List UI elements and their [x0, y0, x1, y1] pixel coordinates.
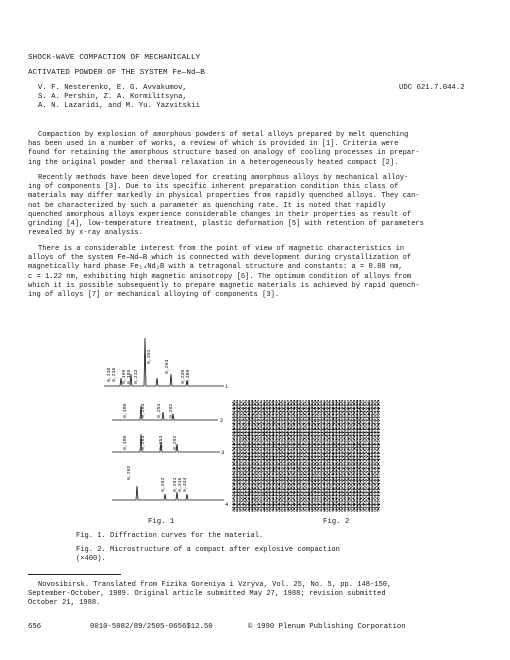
text-line: September-October, 1989. Original article submitted May 27, 1988; revision submitted — [28, 590, 386, 599]
peak-label: 0,253 — [161, 477, 166, 492]
text-line: ing of components [3]. Due to its specific inherent preparation condition this class of — [28, 183, 399, 192]
peak-label: 0,291 — [173, 477, 178, 492]
peak-label: 0,380 — [186, 369, 191, 384]
peak-label: 0,203 — [141, 403, 146, 418]
page-number: 656 — [28, 623, 42, 631]
peak-label: 0,190 — [122, 369, 127, 384]
paragraph-2 — [28, 174, 483, 238]
text-line: Recently methods have been developed for creating amorphous alloys by mechanical alloy- — [38, 174, 409, 182]
fig1-label: Fig. 1 — [148, 518, 175, 526]
article-title-line1: SHOCK-WAVE COMPACTION OF MECHANICALLY — [28, 54, 201, 62]
text-line: materials may differ markedly in physical properties from rapidly quenched alloys. They can- — [28, 192, 420, 201]
peak-label: 0,253 — [159, 435, 164, 450]
text-line: has been used in a number of works, a review of which is provided in [1]. Criteria were — [28, 140, 399, 149]
peak-label: 0,218 — [107, 367, 112, 382]
peak-label: 0,292 — [173, 435, 178, 450]
author-line: S. A. Pershin, Z. A. Kormilitsyna, — [38, 93, 187, 102]
text-line: Novosibirsk. Translated from Fizika Goreniya i Vzryva, Vol. 25, No. 5, pp. 148-150, — [38, 581, 392, 589]
curve-number: 2 — [220, 417, 224, 424]
peak-label: 0,316 — [178, 477, 183, 492]
peak-label: 0,203 — [141, 435, 146, 450]
footnote-rule — [28, 574, 121, 575]
microstructure-micrograph — [232, 400, 380, 512]
peak-label: 0,204 — [165, 359, 170, 374]
peak-label: 0,180 — [123, 403, 128, 418]
peak-label: 0,201 — [147, 349, 152, 364]
footnote — [28, 581, 391, 609]
diffraction-curve-4 — [112, 486, 224, 500]
text-line: quenched amorphous alloys experience considerable changes in their properties as result of — [28, 210, 412, 219]
fig2-caption: Fig. 2. Microstructure of a compact after explosive compaction — [76, 546, 340, 554]
peak-label: 0,215 — [112, 367, 117, 382]
article-title-line2: ACTIVATED POWDER OF THE SYSTEM Fe—Nd—B — [28, 69, 205, 77]
fig2-caption-continued: (×400). — [76, 555, 106, 563]
paragraph-3 — [28, 245, 483, 300]
text-line: alloys of the system Fe—Nd—B which is connected with development during crystallization of — [28, 254, 412, 263]
author-line: A. N. Lazaridi, and M. Yu. Yazvitskii — [38, 102, 201, 111]
peak-label: 0,185 — [127, 369, 132, 384]
text-line: There is a considerable interest from the point of view of magnetic characteristics in — [38, 245, 405, 253]
text-line: revealed by x-ray analysis. — [28, 229, 143, 238]
fig2-label: Fig. 2 — [323, 518, 350, 526]
text-line: grinding [4], low-temperature treatment, plastic deformation [5] with retention of parameters — [28, 220, 424, 229]
copyright-notice: © 1990 Plenum Publishing Corporation — [248, 623, 406, 631]
text-line: magnetically hard phase Fe₁₄Nd₂B with a tetragonal structure and constants: a = 0.88 nm, — [28, 263, 403, 272]
text-line: October 21, 1988. — [28, 599, 101, 608]
issn-code: 0010-5082/89/2505-0656$12.50 — [90, 623, 213, 631]
peak-label: 0,202 — [169, 403, 174, 418]
diffraction-curves-figure — [100, 334, 230, 514]
text-line: which it is possible subsequently to prepare magnetic materials is achieved by rapid quench- — [28, 281, 420, 290]
text-line: ing the original powder and thermal relaxation in a heterogeneously heated compact [2]. — [28, 158, 399, 167]
udc-code: UDC 621.7.044.2 — [399, 84, 465, 92]
text-line: not be characterized by such a parameter as quenching rate. It is noted that rapidly — [28, 201, 386, 210]
peak-label: 0,230 — [181, 369, 186, 384]
curve-number: 3 — [221, 449, 225, 456]
author-list — [38, 84, 200, 112]
diffraction-curve-3 — [112, 434, 220, 452]
curve-number: 1 — [225, 383, 229, 390]
peak-label: 0,334 — [183, 477, 188, 492]
text-line: Compaction by explosion of amorphous powders of metal alloys prepared by melt quenching — [38, 131, 409, 139]
paragraph-1 — [28, 131, 483, 168]
author-line: V. F. Nesterenko, E. G. Avvakumov, — [38, 84, 187, 92]
peak-label: 0,212 — [134, 369, 139, 384]
peak-label: 0,180 — [123, 435, 128, 450]
peak-label: 0,253 — [157, 403, 162, 418]
curve-number: 4 — [225, 501, 229, 508]
text-line: found for retaining the amorphous structure based on analogy of cooling processes in prepar- — [28, 149, 420, 158]
text-line: c = 1.22 nm, exhibiting high magnetic anisotropy [6]. The optimum condition of alloys from — [28, 272, 412, 281]
text-line: ing of alloys [7] or mechanical alloying of components [3]. — [28, 291, 280, 300]
peak-label: 0,202 — [127, 465, 132, 480]
fig1-caption: Fig. 1. Diffraction curves for the material. — [76, 532, 264, 540]
